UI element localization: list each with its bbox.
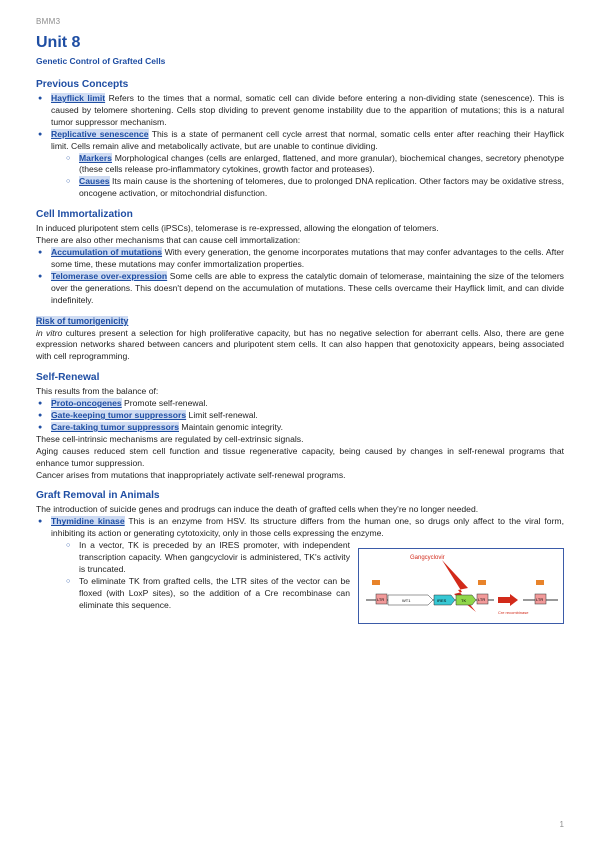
tk-row	[51, 540, 564, 624]
sub-list-item: ○ To eliminate TK from grafted cells, the LTR sites of the vector can be floxed (with LoxP sites), so the addition of a Cre recombinase can eliminate this sequence.	[51, 576, 350, 612]
course-label: BMM3	[36, 17, 61, 26]
section-heading: Previous Concepts	[36, 79, 129, 90]
section-risk-tumorigenicity	[36, 315, 564, 364]
loxp-marker-right	[478, 580, 486, 585]
term-highlight[interactable]: Gate-keeping tumor suppressors	[51, 410, 187, 421]
list-item	[36, 516, 564, 624]
paragraph: These cell-intrinsic mechanisms are regulated by cell-extrinsic signals.	[36, 433, 304, 444]
list-item	[36, 410, 564, 422]
tk-label: TK	[461, 598, 467, 604]
paragraph: In induced pluripotent stem cells (iPSCs), telomerase is re-expressed, allowing the elongation of telomers.	[36, 223, 439, 234]
list-item-text: Promote self-renewal.	[121, 398, 208, 409]
ltr-label-left: LTR	[377, 597, 385, 603]
unit-subtitle: Genetic Control of Grafted Cells	[36, 56, 166, 66]
list-item	[36, 247, 564, 271]
list-item	[36, 129, 564, 200]
section-heading: Cell Immortalization	[36, 209, 133, 221]
section-graft-removal	[36, 489, 564, 624]
bullet-list	[36, 398, 564, 434]
paragraph: The introduction of suicide genes and prodrugs can induce the death of grafted cells when they're no longer needed.	[36, 504, 479, 515]
document-body	[36, 78, 564, 632]
gene-label: WT1	[402, 598, 411, 604]
sub-list-item: ○ In a vector, TK is preceded by an IRES promoter, with independent transcription capacity. When gangcyclovir is administered, TK's activity is truncated.	[51, 540, 350, 576]
section-previous-concepts	[36, 78, 564, 200]
term-highlight[interactable]: Markers	[79, 152, 112, 163]
italic-text: in vitro	[36, 327, 63, 338]
loxp-marker-left	[372, 580, 380, 585]
list-item-text: Maintain genomic integrity.	[178, 421, 283, 432]
vector-diagram-svg	[358, 548, 564, 624]
vector-diagram	[358, 548, 564, 624]
list-item-text: Morphological changes (cells are enlarged, flattened, and more granular), biochemical changes, secretory phenotype (these cells release pro-inflammatory cytokines, growth factor and proteases).	[79, 152, 564, 175]
paragraph: Aging causes reduced stem cell function and tissue regenerative capacity, being caused by changes in self-renewal programs that enhance tumor suppression.	[36, 445, 564, 468]
section-heading: Graft Removal in Animals	[36, 490, 160, 502]
term-highlight[interactable]: Proto-oncogenes	[51, 398, 122, 409]
term-highlight[interactable]: Accumulation of mutations	[51, 246, 163, 257]
loxp-marker-remaining	[536, 580, 544, 585]
section-cell-immortalization	[36, 208, 564, 306]
sub-list-item	[51, 176, 564, 200]
bullet-list	[36, 247, 564, 307]
bullet-list	[36, 93, 564, 200]
term-highlight[interactable]: Causes	[79, 176, 110, 187]
paragraph: Cancer arises from mutations that inappropriately activate self-renewal programs.	[36, 469, 346, 480]
paragraph: This results from the balance of:	[36, 386, 159, 397]
cre-label: Cre recombinase	[498, 610, 529, 616]
ires-label: IRES	[437, 598, 447, 604]
bullet-list	[36, 516, 564, 624]
section-self-renewal	[36, 371, 564, 481]
list-item-text: This is a state of permanent cell cycle arrest that normal, somatic cells enter after reaching their Hayflick limit. Cells remain alive and metabolically activate, but are unable to continue dividing.	[51, 128, 564, 151]
ltr-label-remaining: LTR	[536, 597, 544, 603]
list-item	[36, 422, 564, 434]
term-highlight[interactable]: Care-taking tumor suppressors	[51, 421, 179, 432]
paragraph	[36, 328, 564, 364]
list-item-text: Refers to the times that a normal, somatic cell can divide before entering a non-dividing state (senescence). This is caused by telomere shortening. Cells stop dividing to prevent genome instability due to the apparition of mutations; this is a natural tumor suppressor mechanism.	[51, 93, 565, 127]
sub-bullet-list	[51, 153, 564, 201]
sub-list-item	[51, 153, 564, 177]
term-highlight[interactable]: Telomerase over-expression	[51, 270, 168, 281]
list-item-text: Its main cause is the shortening of telomeres, due to prolonged DNA replication. Other factors may be oxidative stress, oncogene activation, or mitochondrial disfunction.	[79, 176, 564, 199]
list-item	[36, 271, 564, 307]
page-number: 1	[559, 820, 564, 829]
list-item-text: This is an enzyme from HSV. Its structure differs from the human one, so drugs only affect to the viral form, inhibiting its action or generating cytotoxicity, only in those cells expressing the enzyme.	[51, 516, 564, 539]
gene-arrow	[388, 595, 433, 605]
ltr-label-right: LTR	[478, 597, 486, 603]
gangcyclovir-label: Gangcyclovir	[410, 555, 445, 562]
list-item	[36, 93, 564, 129]
subsection-heading[interactable]: Risk of tumorigenicity	[36, 315, 129, 326]
list-item-text: Limit self-renewal.	[186, 410, 258, 421]
paragraph-text: cultures present a selection for high proliferative capacity, but has no negative selection for aberrant cells. Also, there are gene expression networks shared between cancers and pluripotent stem cells. It can also happen that genotoxicity appears, being associated with cell reprogramming.	[36, 327, 564, 362]
term-highlight[interactable]: Thymidine kinase	[51, 516, 125, 527]
sub-bullet-list	[51, 540, 350, 624]
list-item-text: Some cells are able to express the catalytic domain of telomerase, maintaining the size of the telomers over the generations. This doesn't depend on the accumulation of mutations. These cells overcame their Hayflick limit, and can divide indefinitely.	[51, 270, 564, 305]
list-item-text: With every generation, the genome incorporates mutations that may confer advantages to the cells. After some time, these mutations may confer immortalization properties.	[51, 246, 564, 269]
term-highlight[interactable]: Hayflick limit	[51, 93, 106, 103]
paragraph: There are also other mechanisms that can cause cell immortalization:	[36, 235, 301, 246]
list-item	[36, 398, 564, 410]
term-highlight[interactable]: Replicative senescence	[51, 128, 149, 139]
unit-title: Unit 8	[36, 34, 81, 51]
section-heading: Self-Renewal	[36, 372, 100, 384]
